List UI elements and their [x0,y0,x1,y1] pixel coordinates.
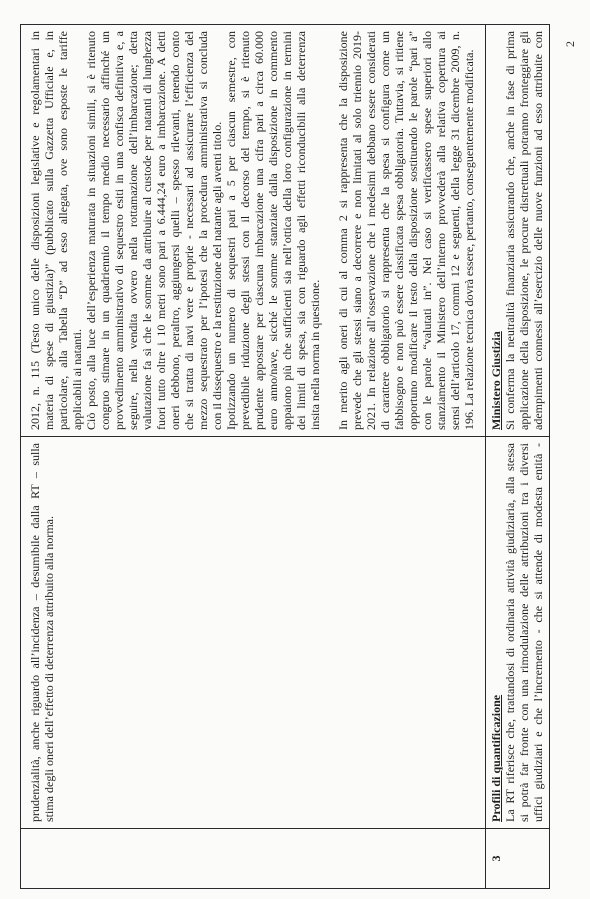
section-heading: Profili di quantificazione [489,694,503,822]
text-line: con le parole “valutati in”. Nel caso si verificassero spese superiori allo [420,31,434,430]
text-line: mezzo sequestrato per l’ipotesi che la procedura amministrativa si concluda [196,31,210,430]
row-number: 3 [489,855,503,862]
response-cell [21,25,486,436]
text-line: stima degli oneri dell’effetto di deterrenza attribuito alla norma. [42,516,56,822]
text-line: 2012, n. 115 (Testo unico delle disposizioni legislative e regolamentari in [28,31,42,430]
text-line: Ipotizzando un numero di sequestri pari a 5 per ciascun semestre, con [224,31,238,430]
page-number: 2 [563,41,577,47]
text-line: applicabili ai natanti. [70,329,84,430]
text-line: adempimenti connessi all’esercizio delle nuove funzioni ad esso attribuite con [531,31,545,430]
text-line: fabbisogno e non può essere classificata spesa obbligatoria. Tuttavia, si ritiene [392,31,406,430]
text-line: applicazione della disposizione, le procure distrettuali potranno fronteggiare gli [517,31,531,430]
text-line: opportuno modificare il testo della disposizione sostituendo le parole “pari a” [406,31,420,430]
text-line: fuori tutto oltre i 10 metri sono pari a 6.444,24 euro a imbarcazione. A detti [154,31,168,430]
text-line: prevedibile riduzione degli stessi con il decorso del tempo, si è ritenuto [238,31,252,430]
text-line: valutazione fa sì che le somme da attribuire al custode per natanti di lunghezza [140,31,154,430]
text-line: prevede che gli stessi siano a decorrere e non limitati al solo triennio 2019- [350,31,364,430]
section-heading: Ministero Giustizia [489,331,503,430]
text-line: appaiono più che sufficienti sia nell’ottica della loro configurazione in termini [280,31,294,430]
paragraph [28,31,84,430]
text-line: congruo stimare in un quadriennio il tempo medio necessario affinché un [98,31,112,430]
observations-cell [21,436,486,828]
text-line: prudente appostare per ciascuna imbarcazione una cifra pari a circa 60.000 [252,31,266,430]
text-line: provvedimento amministrativo di sequestro esiti in una confisca definitiva e, a [112,31,126,430]
text-line: materia di spese di giustizia)” (pubblicato sulla Gazzetta Ufficiale e, in [42,31,56,430]
text-line: uffici giudiziari e che l’incremento - che si attende di modesta entità - [531,443,545,822]
text-line: seguire, nella vendita ovvero nella rottamazione dell’imbarcazione; detta [126,31,140,430]
text-line: sensi dell’articolo 17, commi 12 e seguenti, della legge 31 dicembre 2009, n. [448,31,462,430]
text-line: 2021. In relazione all’osservazione che i medesimi debbano essere considerati [364,31,378,430]
row-number-cell [486,828,549,888]
text-line: che si tratta di navi vere e proprie - necessari ad assicurare l’efficienza del [182,31,196,430]
row-number-cell [21,828,486,888]
text-line: Si conferma la neutralità finanziaria assicurando che, anche in fase di prima [503,31,517,430]
text-line: euro anno/nave, sicché le somme stanziate dalla disposizione in commento [266,31,280,430]
text-line: Ciò posto, alla luce dell’esperienza maturata in situazioni simili, si è ritenuto [84,31,98,430]
text-line: oneri debbono, peraltro, aggiungersi quelli – spesso rilevanti, tenendo conto [168,31,182,430]
observations-cell [486,436,549,828]
text-line: La RT riferisce che, trattandosi di ordinaria attività giudiziaria, alla stessa [503,443,517,822]
text-line: prudenzialità, anche riguardo all’incidenza – desumibile dalla RT – sulla [28,443,42,822]
response-cell [486,25,549,436]
text-line: si potrà far fronte con una rimodulazione delle attribuzioni tra i diversi [517,443,531,822]
paragraph [336,31,476,430]
paragraph [84,31,224,430]
text-line: particolare, alla Tabella “D” ad esso allegata, ove sono esposte le tariffe [56,31,70,430]
paragraph [224,31,322,430]
comparison-table [20,24,550,889]
text-line: di carattere obbligatorio si rappresenta che la spesa si configura come un [378,31,392,430]
text-line: insita nella norma in questione. [308,279,322,430]
text-line: In merito agli oneri di cui al comma 2 si rappresenta che la disposizione [336,31,350,430]
text-line: con il dissequestro e la restituzione del natante agli aventi titolo. [210,121,224,430]
text-line: dei limiti di spesa, sia con riguardo agli effetti riconducibili alla deterrenza [294,31,308,430]
text-line: stanziamento il Ministero dell’interno provvederà alla relativa copertura ai [434,31,448,430]
text-line: 196. La relazione tecnica dovrà essere, pertanto, conseguentemente modificata. [462,49,476,430]
